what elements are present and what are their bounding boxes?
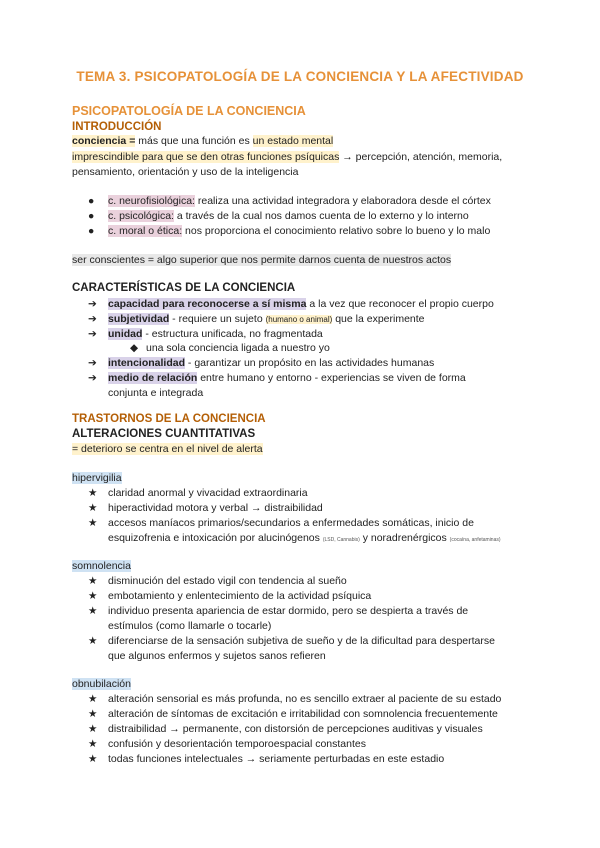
- bullet-icon: ●: [88, 195, 95, 207]
- section-heading-psicopatologia: PSICOPATOLOGÍA DE LA CONCIENCIA: [72, 104, 306, 118]
- list-item-term: c. psicológica:: [108, 210, 174, 222]
- arrow-icon: ➔: [88, 313, 97, 325]
- list-item-term: c. moral o ética:: [108, 225, 183, 237]
- list-item-term: c. neurofisiológica:: [108, 195, 195, 207]
- list-item-text: que la experimente: [332, 313, 425, 325]
- list-item-text: a la vez que reconocer el propio cuerpo: [306, 298, 494, 310]
- list-item-text: hiperactividad motora y verbal → distraibilidad: [108, 502, 323, 514]
- list-item-continuation: conjunta e integrada: [108, 387, 204, 399]
- diamond-icon: ◆: [130, 342, 139, 354]
- bullet-icon: ●: [88, 210, 95, 222]
- list-item-text: nos proporciona el conocimiento relativo sobre lo bueno y lo malo: [182, 225, 491, 237]
- star-icon: ★: [88, 708, 98, 720]
- summary-line: [72, 253, 451, 268]
- list-item-term: capacidad para reconocerse a sí misma: [108, 298, 307, 310]
- star-icon: ★: [88, 723, 98, 735]
- document-title: TEMA 3. PSICOPATOLOGÍA DE LA CONCIENCIA Y LA AFECTIVIDAD: [76, 69, 524, 84]
- subheading-introduccion: INTRODUCCIÓN: [72, 121, 162, 133]
- continuation-aside: (cocaína, anfetaminas): [449, 537, 501, 543]
- list-item-text: claridad anormal y vivacidad extraordinaria: [108, 487, 308, 499]
- list-item-term: intencionalidad: [108, 357, 186, 369]
- list-item-text: disminución del estado vigil con tendencia al sueño: [108, 575, 347, 587]
- continuation-text: y noradrenérgicos: [359, 532, 450, 544]
- list-item-term: medio de relación: [108, 372, 198, 384]
- list-item-text: a través de la cual nos damos cuenta de lo externo y lo interno: [173, 210, 469, 222]
- star-icon: ★: [88, 693, 98, 705]
- bullet-icon: ●: [88, 225, 95, 237]
- sub-list-item-text: una sola conciencia ligada a nuestro yo: [146, 342, 330, 354]
- definition-highlight: un estado mental: [252, 135, 334, 147]
- section-heading-caracteristicas: CARACTERÍSTICAS DE LA CONCIENCIA: [72, 282, 296, 294]
- definition-highlight-2: imprescindible para que se den otras funciones psíquicas: [72, 151, 340, 163]
- list-item-text: - garantizar un propósito en las actividades humanas: [185, 357, 435, 369]
- category-label-text: obnubilación: [72, 678, 131, 690]
- continuation-aside: (LSD, Cannabis): [322, 537, 360, 543]
- continuation-text: esquizofrenia e intoxicación por alucinógenos: [108, 532, 323, 544]
- list-item-term: unidad: [108, 328, 143, 340]
- arrow-icon: ➔: [88, 372, 97, 384]
- definition-line: [72, 134, 333, 149]
- list-item-term: subjetividad: [108, 313, 170, 325]
- star-icon: ★: [88, 487, 98, 499]
- definition-term: conciencia =: [72, 135, 136, 147]
- list-item-text: - estructura unificada, no fragmentada: [142, 328, 323, 340]
- list-item-continuation: [108, 531, 501, 548]
- category-label-obnubilacion: [72, 677, 131, 692]
- definition-text: más que una función es: [135, 135, 253, 147]
- list-item-text: distraibilidad → permanente, con distorsión de percepciones auditivas y visuales: [108, 723, 483, 735]
- star-icon: ★: [88, 753, 98, 765]
- category-label-hipervigilia: [72, 471, 122, 486]
- star-icon: ★: [88, 590, 98, 602]
- note-line: [72, 442, 263, 457]
- subheading-alteraciones: ALTERACIONES CUANTITATIVAS: [72, 428, 256, 440]
- definition-text-2: → percepción, atención, memoria,: [339, 151, 503, 163]
- star-icon: ★: [88, 517, 98, 529]
- list-item-text: diferenciarse de la sensación subjetiva de sueño y de la dificultad para despertarse: [108, 635, 495, 647]
- arrow-icon: ➔: [88, 328, 97, 340]
- list-item-text: embotamiento y enlentecimiento de la actividad psíquica: [108, 590, 372, 602]
- list-item-text: alteración de síntomas de excitación e irritabilidad con somnolencia frecuentemente: [108, 708, 498, 720]
- star-icon: ★: [88, 605, 98, 617]
- list-item-text: individuo presenta apariencia de estar dormido, pero se despierta a través de: [108, 605, 469, 617]
- star-icon: ★: [88, 502, 98, 514]
- arrow-icon: ➔: [88, 298, 97, 310]
- note-highlight: = deterioro se centra en el nivel de alerta: [72, 443, 263, 455]
- list-item-text: realiza una actividad integradora y elaboradora desde el córtex: [194, 195, 491, 207]
- star-icon: ★: [88, 635, 98, 647]
- summary-highlight: ser conscientes = algo superior que nos permite darnos cuenta de nuestros actos: [72, 254, 452, 266]
- category-label-text: hipervigilia: [72, 472, 122, 484]
- definition-line-3: pensamiento, orientación y uso de la inteligencia: [72, 166, 299, 178]
- list-item-text: accesos maníacos primarios/secundarios a enfermedades somáticas, inicio de: [108, 517, 474, 529]
- star-icon: ★: [88, 575, 98, 587]
- list-item-text: alteración sensorial es más profunda, no es sencillo extraer al paciente de su estado: [108, 693, 502, 705]
- section-heading-trastornos: TRASTORNOS DE LA CONCIENCIA: [72, 413, 266, 425]
- list-item-continuation: que algunos enfermos y sujetos sanos refieren: [108, 650, 326, 662]
- list-item-text: entre humano y entorno - experiencias se viven de forma: [197, 372, 466, 384]
- list-item-text: - requiere un sujeto: [169, 313, 266, 325]
- list-item-text: confusión y desorientación temporoespacial constantes: [108, 738, 366, 750]
- category-label-text: somnolencia: [72, 560, 131, 572]
- definition-line-2: [72, 150, 502, 165]
- list-item-text: todas funciones intelectuales → seriamente perturbadas en este estadio: [108, 753, 445, 765]
- star-icon: ★: [88, 738, 98, 750]
- list-item-continuation: estímulos (como llamarle o tocarle): [108, 620, 272, 632]
- list-item-aside: (humano o animal): [265, 315, 333, 324]
- category-label-somnolencia: [72, 559, 131, 574]
- arrow-icon: ➔: [88, 357, 97, 369]
